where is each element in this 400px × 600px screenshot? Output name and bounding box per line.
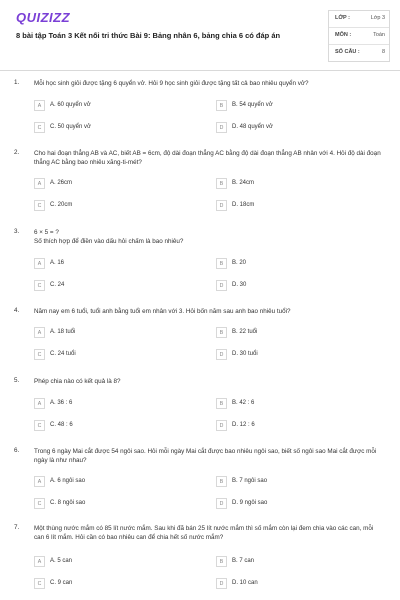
question-text: Mỗi học sinh giỏi được tặng 6 quyển vở. Hỏi 9 học sinh giỏi được tặng tất cả bao nhiêu quyển vở? bbox=[34, 80, 309, 87]
worksheet-meta bbox=[328, 10, 390, 62]
option-letter-box[interactable]: D bbox=[216, 280, 227, 291]
option-text: B. 20 bbox=[232, 260, 247, 266]
question-text: Trong 6 ngày Mai cắt được 54 ngôi sao. Hỏi mỗi ngày Mai cắt được bao nhiêu ngôi sao, biết số ngôi sao Mai cắt được mỗi ngày là như nhau? bbox=[34, 448, 377, 464]
option-text: A. 36 : 6 bbox=[50, 400, 73, 406]
option-letter-box[interactable]: A bbox=[34, 476, 45, 487]
meta-label: LỚP : bbox=[335, 15, 350, 21]
question-number: 3. bbox=[14, 228, 20, 235]
option-letter-box[interactable]: C bbox=[34, 122, 45, 133]
option-text: D. 48 quyển vở bbox=[232, 124, 273, 130]
option-text: A. 26cm bbox=[50, 180, 73, 186]
option-letter-box[interactable]: A bbox=[34, 556, 45, 567]
option-text: D. 18cm bbox=[232, 202, 255, 208]
question-text: Cho hai đoạn thẳng AB và AC, biết AB = 6cm, độ dài đoạn thẳng AC bằng độ dài đoạn thẳng AB nhân với 4. Hỏi độ dài đoạn thẳng AC bằng bao nhiêu xăng-ti-mét? bbox=[34, 150, 381, 166]
option-text: C. 24 bbox=[50, 282, 65, 288]
worksheet-title: 8 bài tập Toán 3 Kết nối tri thức Bài 9: Bảng nhân 6, bảng chia 6 có đáp án bbox=[16, 31, 281, 40]
option-letter-box[interactable]: C bbox=[34, 349, 45, 360]
option-text: A. 6 ngôi sao bbox=[50, 478, 86, 484]
option-text: A. 18 tuổi bbox=[50, 329, 76, 335]
option-letter-box[interactable]: A bbox=[34, 327, 45, 338]
meta-value: 8 bbox=[381, 49, 385, 55]
option-letter-box[interactable]: A bbox=[34, 398, 45, 409]
meta-grade bbox=[329, 11, 389, 28]
question-text: Phép chia nào có kết quả là 8? bbox=[34, 378, 121, 385]
option-text: D. 30 tuổi bbox=[232, 351, 258, 357]
option-text: A. 16 bbox=[50, 260, 65, 266]
option-letter-box[interactable]: C bbox=[34, 498, 45, 509]
question-number: 2. bbox=[14, 149, 20, 156]
option-letter-box[interactable]: B bbox=[216, 100, 227, 111]
option-letter-box[interactable]: A bbox=[34, 100, 45, 111]
option-letter-box[interactable]: B bbox=[216, 476, 227, 487]
option-letter-box[interactable]: D bbox=[216, 578, 227, 589]
option-text: D. 9 ngôi sao bbox=[232, 500, 268, 506]
option-text: C. 24 tuổi bbox=[50, 351, 76, 357]
option-letter-box[interactable]: D bbox=[216, 420, 227, 431]
option-letter-box[interactable]: B bbox=[216, 398, 227, 409]
option-text: C. 9 can bbox=[50, 580, 73, 586]
option-text: B. 54 quyển vở bbox=[232, 102, 273, 108]
option-text: A. 60 quyển vở bbox=[50, 102, 91, 108]
option-letter-box[interactable]: C bbox=[34, 280, 45, 291]
option-text: B. 22 tuổi bbox=[232, 329, 258, 335]
question-number: 7. bbox=[14, 524, 20, 531]
question-number: 5. bbox=[14, 377, 20, 384]
question-number: 4. bbox=[14, 307, 20, 314]
option-text: C. 50 quyển vở bbox=[50, 124, 91, 130]
question-number: 1. bbox=[14, 79, 20, 86]
question-text: 6 × 5 = ? Số thích hợp để điền vào dấu hỏi chấm là bao nhiêu? bbox=[34, 229, 184, 245]
option-text: D. 12 : 6 bbox=[232, 422, 255, 428]
option-letter-box[interactable]: D bbox=[216, 349, 227, 360]
worksheet-header bbox=[0, 0, 400, 71]
option-letter-box[interactable]: C bbox=[34, 200, 45, 211]
option-letter-box[interactable]: D bbox=[216, 200, 227, 211]
question-text: Một thùng nước mắm có 85 lít nước mắm. Sau khi đã bán 25 lít nước mắm thì số mắm còn lại đem chia vào các can, mỗi can 6 lít mắm. Hỏi cần có bao nhiêu can để chia hết số nước mắm? bbox=[34, 525, 374, 541]
question-number: 6. bbox=[14, 447, 20, 454]
option-text: C. 8 ngôi sao bbox=[50, 500, 86, 506]
meta-value: Lớp 3 bbox=[370, 15, 385, 21]
option-text: B. 24cm bbox=[232, 180, 255, 186]
option-text: C. 20cm bbox=[50, 202, 73, 208]
question-text: Năm nay em 6 tuổi, tuổi anh bằng tuổi em nhân với 3. Hỏi bốn năm sau anh bao nhiêu tuổi? bbox=[34, 308, 291, 315]
option-letter-box[interactable]: B bbox=[216, 178, 227, 189]
option-letter-box[interactable]: B bbox=[216, 258, 227, 269]
option-letter-box[interactable]: B bbox=[216, 327, 227, 338]
option-letter-box[interactable]: D bbox=[216, 498, 227, 509]
meta-label: SỐ CÂU : bbox=[335, 49, 360, 55]
option-text: B. 7 can bbox=[232, 558, 255, 564]
option-text: A. 5 can bbox=[50, 558, 73, 564]
meta-count bbox=[329, 45, 389, 61]
option-letter-box[interactable]: C bbox=[34, 578, 45, 589]
option-letter-box[interactable]: C bbox=[34, 420, 45, 431]
option-letter-box[interactable]: A bbox=[34, 178, 45, 189]
quizizz-logo: QUIZIZZ bbox=[16, 10, 71, 25]
option-text: D. 30 bbox=[232, 282, 247, 288]
option-text: D. 10 can bbox=[232, 580, 258, 586]
option-text: B. 7 ngôi sao bbox=[232, 478, 268, 484]
option-letter-box[interactable]: A bbox=[34, 258, 45, 269]
meta-value: Toán bbox=[373, 32, 385, 38]
option-letter-box[interactable]: B bbox=[216, 556, 227, 567]
meta-label: MÔN : bbox=[335, 32, 352, 38]
option-text: B. 42 : 6 bbox=[232, 400, 255, 406]
meta-subject bbox=[329, 28, 389, 45]
option-text: C. 48 : 6 bbox=[50, 422, 73, 428]
option-letter-box[interactable]: D bbox=[216, 122, 227, 133]
